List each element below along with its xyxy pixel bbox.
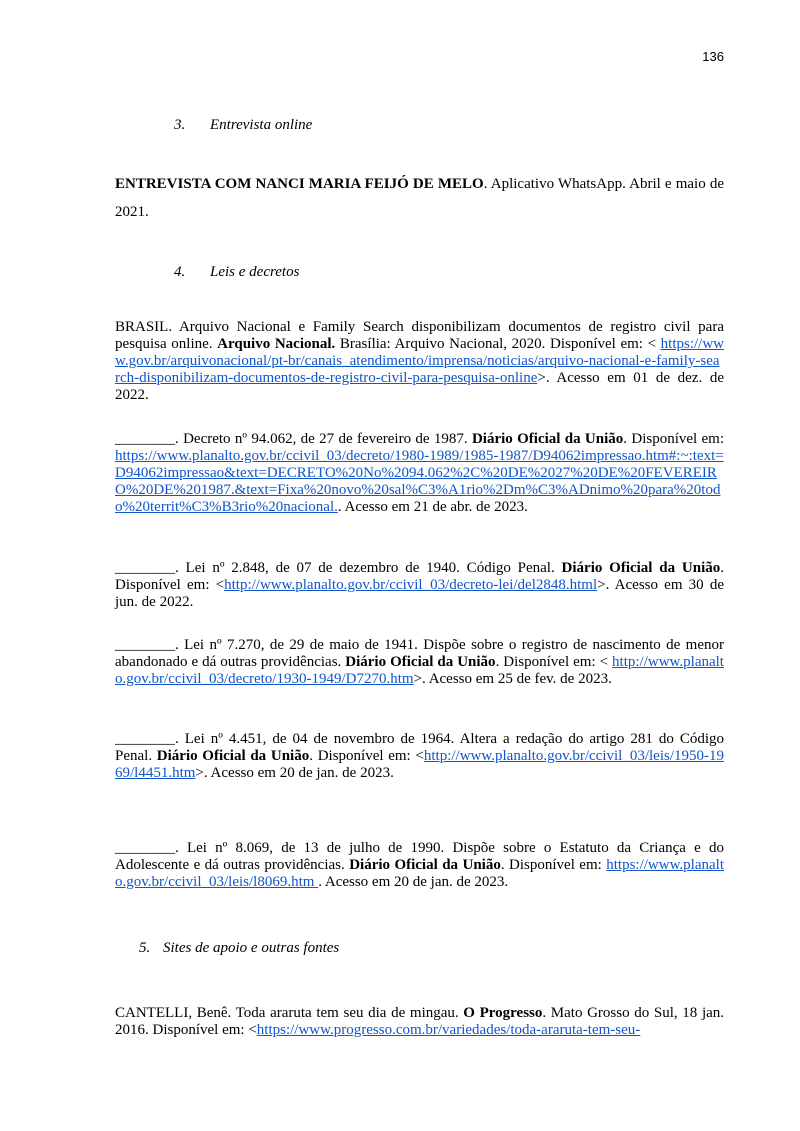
reference-text: CANTELLI, Benê. Toda araruta tem seu dia de mingau.: [115, 1005, 464, 1021]
reference-link[interactable]: http://www.planalto.gov.br/ccivil_03/leis/1950-1969/l4451.htm: [115, 748, 724, 781]
section-title: Entrevista online: [210, 117, 313, 133]
section-number: 4.: [174, 264, 186, 280]
reference-lei-8069: [115, 840, 724, 891]
section-heading-interview: [174, 117, 312, 134]
reference-text: . Acesso em 21 de abr. de 2023.: [337, 499, 528, 515]
reference-text: . Disponível em:: [500, 857, 607, 873]
reference-lei-4451: [115, 731, 724, 782]
reference-bold-title: Diário Oficial da União: [471, 431, 624, 447]
reference-link[interactable]: https://www.planalto.gov.br/ccivil_03/leis/l8069.htm: [115, 857, 725, 890]
reference-text: ________. Lei nº 7.270, de 29 de maio de 1941. Dispõe sobre o registro de nascimento de menor abandonado e dá outras providências.: [115, 637, 724, 670]
reference-text: . Disponível em: <: [495, 654, 613, 670]
reference-link[interactable]: http://www.planalto.gov.br/ccivil_03/decreto/1930-1949/D7270.htm: [115, 654, 724, 687]
reference-lei-7270: [115, 637, 724, 688]
reference-bold-title: O Progresso: [463, 1005, 543, 1021]
reference-text: . Acesso em 20 de jan. de 2023.: [318, 874, 509, 890]
reference-brasil-arquivo: [115, 319, 724, 404]
reference-text: . Disponível em:: [623, 431, 725, 447]
section-title: Sites de apoio e outras fontes: [163, 940, 340, 956]
reference-text: . Aplicativo WhatsApp. Abril e maio de 2021.: [115, 176, 724, 220]
reference-text: . Mato Grosso do Sul, 18 jan. 2016. Disponível em: <: [115, 1005, 725, 1038]
reference-bold-title: ENTREVISTA COM NANCI MARIA FEIJÓ DE MELO: [115, 176, 484, 192]
reference-bold-title: Arquivo Nacional.: [217, 336, 336, 352]
reference-lei-2848: [115, 560, 724, 611]
reference-link[interactable]: https://www.planalto.gov.br/ccivil_03/decreto/1980-1989/1985-1987/D94062impressao.htm#:~:text=D94062impressao&text=DECRETO%20No%2094.062%2C%20DE%2027%20DE%20FEVEREIRO%20DE%201987.&text=Fixa%20novo%20sal%C3%A1rio%2Dm%C3%ADnimo%20para%20todo%20territ%C3%B3rio%20nacional.: [115, 448, 724, 515]
reference-text: >. Acesso em 30 de jun. de 2022.: [115, 577, 724, 610]
reference-text: ________. Lei nº 2.848, de 07 de dezembro de 1940. Código Penal.: [115, 560, 562, 576]
section-title: Leis e decretos: [210, 264, 300, 280]
reference-text: Brasília: Arquivo Nacional, 2020. Disponível em: <: [335, 336, 661, 352]
reference-text: ________. Lei nº 8.069, de 13 de julho de 1990. Dispõe sobre o Estatuto da Criança e do Adolescente e dá outras providências.: [115, 840, 724, 873]
section-number: 5.: [139, 940, 151, 956]
reference-text: . Disponível em: <: [309, 748, 424, 764]
reference-cantelli: [115, 1005, 724, 1039]
reference-link[interactable]: https://www.progresso.com.br/variedades/toda-araruta-tem-seu-: [256, 1022, 641, 1038]
section-heading-laws: [174, 264, 299, 281]
reference-text: >. Acesso em 20 de jan. de 2023.: [195, 765, 394, 781]
reference-bold-title: Diário Oficial da União: [349, 857, 501, 873]
section-number: 3.: [174, 117, 186, 133]
reference-text: . Disponível em: <: [115, 560, 724, 593]
reference-text: ________. Decreto nº 94.062, de 27 de fevereiro de 1987.: [115, 431, 472, 447]
reference-text: >. Acesso em 25 de fev. de 2023.: [413, 671, 612, 687]
reference-text: ________. Lei nº 4.451, de 04 de novembro de 1964. Altera a redação do artigo 281 do Código Penal.: [115, 731, 724, 764]
reference-text: >. Acesso em 01 de dez. de 2022.: [115, 370, 724, 403]
reference-bold-title: Diário Oficial da União: [345, 654, 496, 670]
section-heading-sources: [139, 940, 339, 957]
reference-link[interactable]: https://www.gov.br/arquivonacional/pt-br/canais_atendimento/imprensa/noticias/arquivo-nacional-e-family-search-disponibilizam-documentos-de-registro-civil-para-pesquisa-online: [115, 336, 725, 386]
reference-bold-title: Diário Oficial da União: [561, 560, 721, 576]
reference-text: BRASIL. Arquivo Nacional e Family Search disponibilizam documentos de registro civil para pesquisa online.: [115, 319, 724, 352]
reference-interview: [115, 170, 724, 226]
page-number: 136: [702, 49, 724, 64]
reference-decreto-94062: [115, 431, 724, 516]
reference-link[interactable]: http://www.planalto.gov.br/ccivil_03/decreto-lei/del2848.html: [224, 577, 598, 593]
reference-bold-title: Diário Oficial da União: [156, 748, 310, 764]
